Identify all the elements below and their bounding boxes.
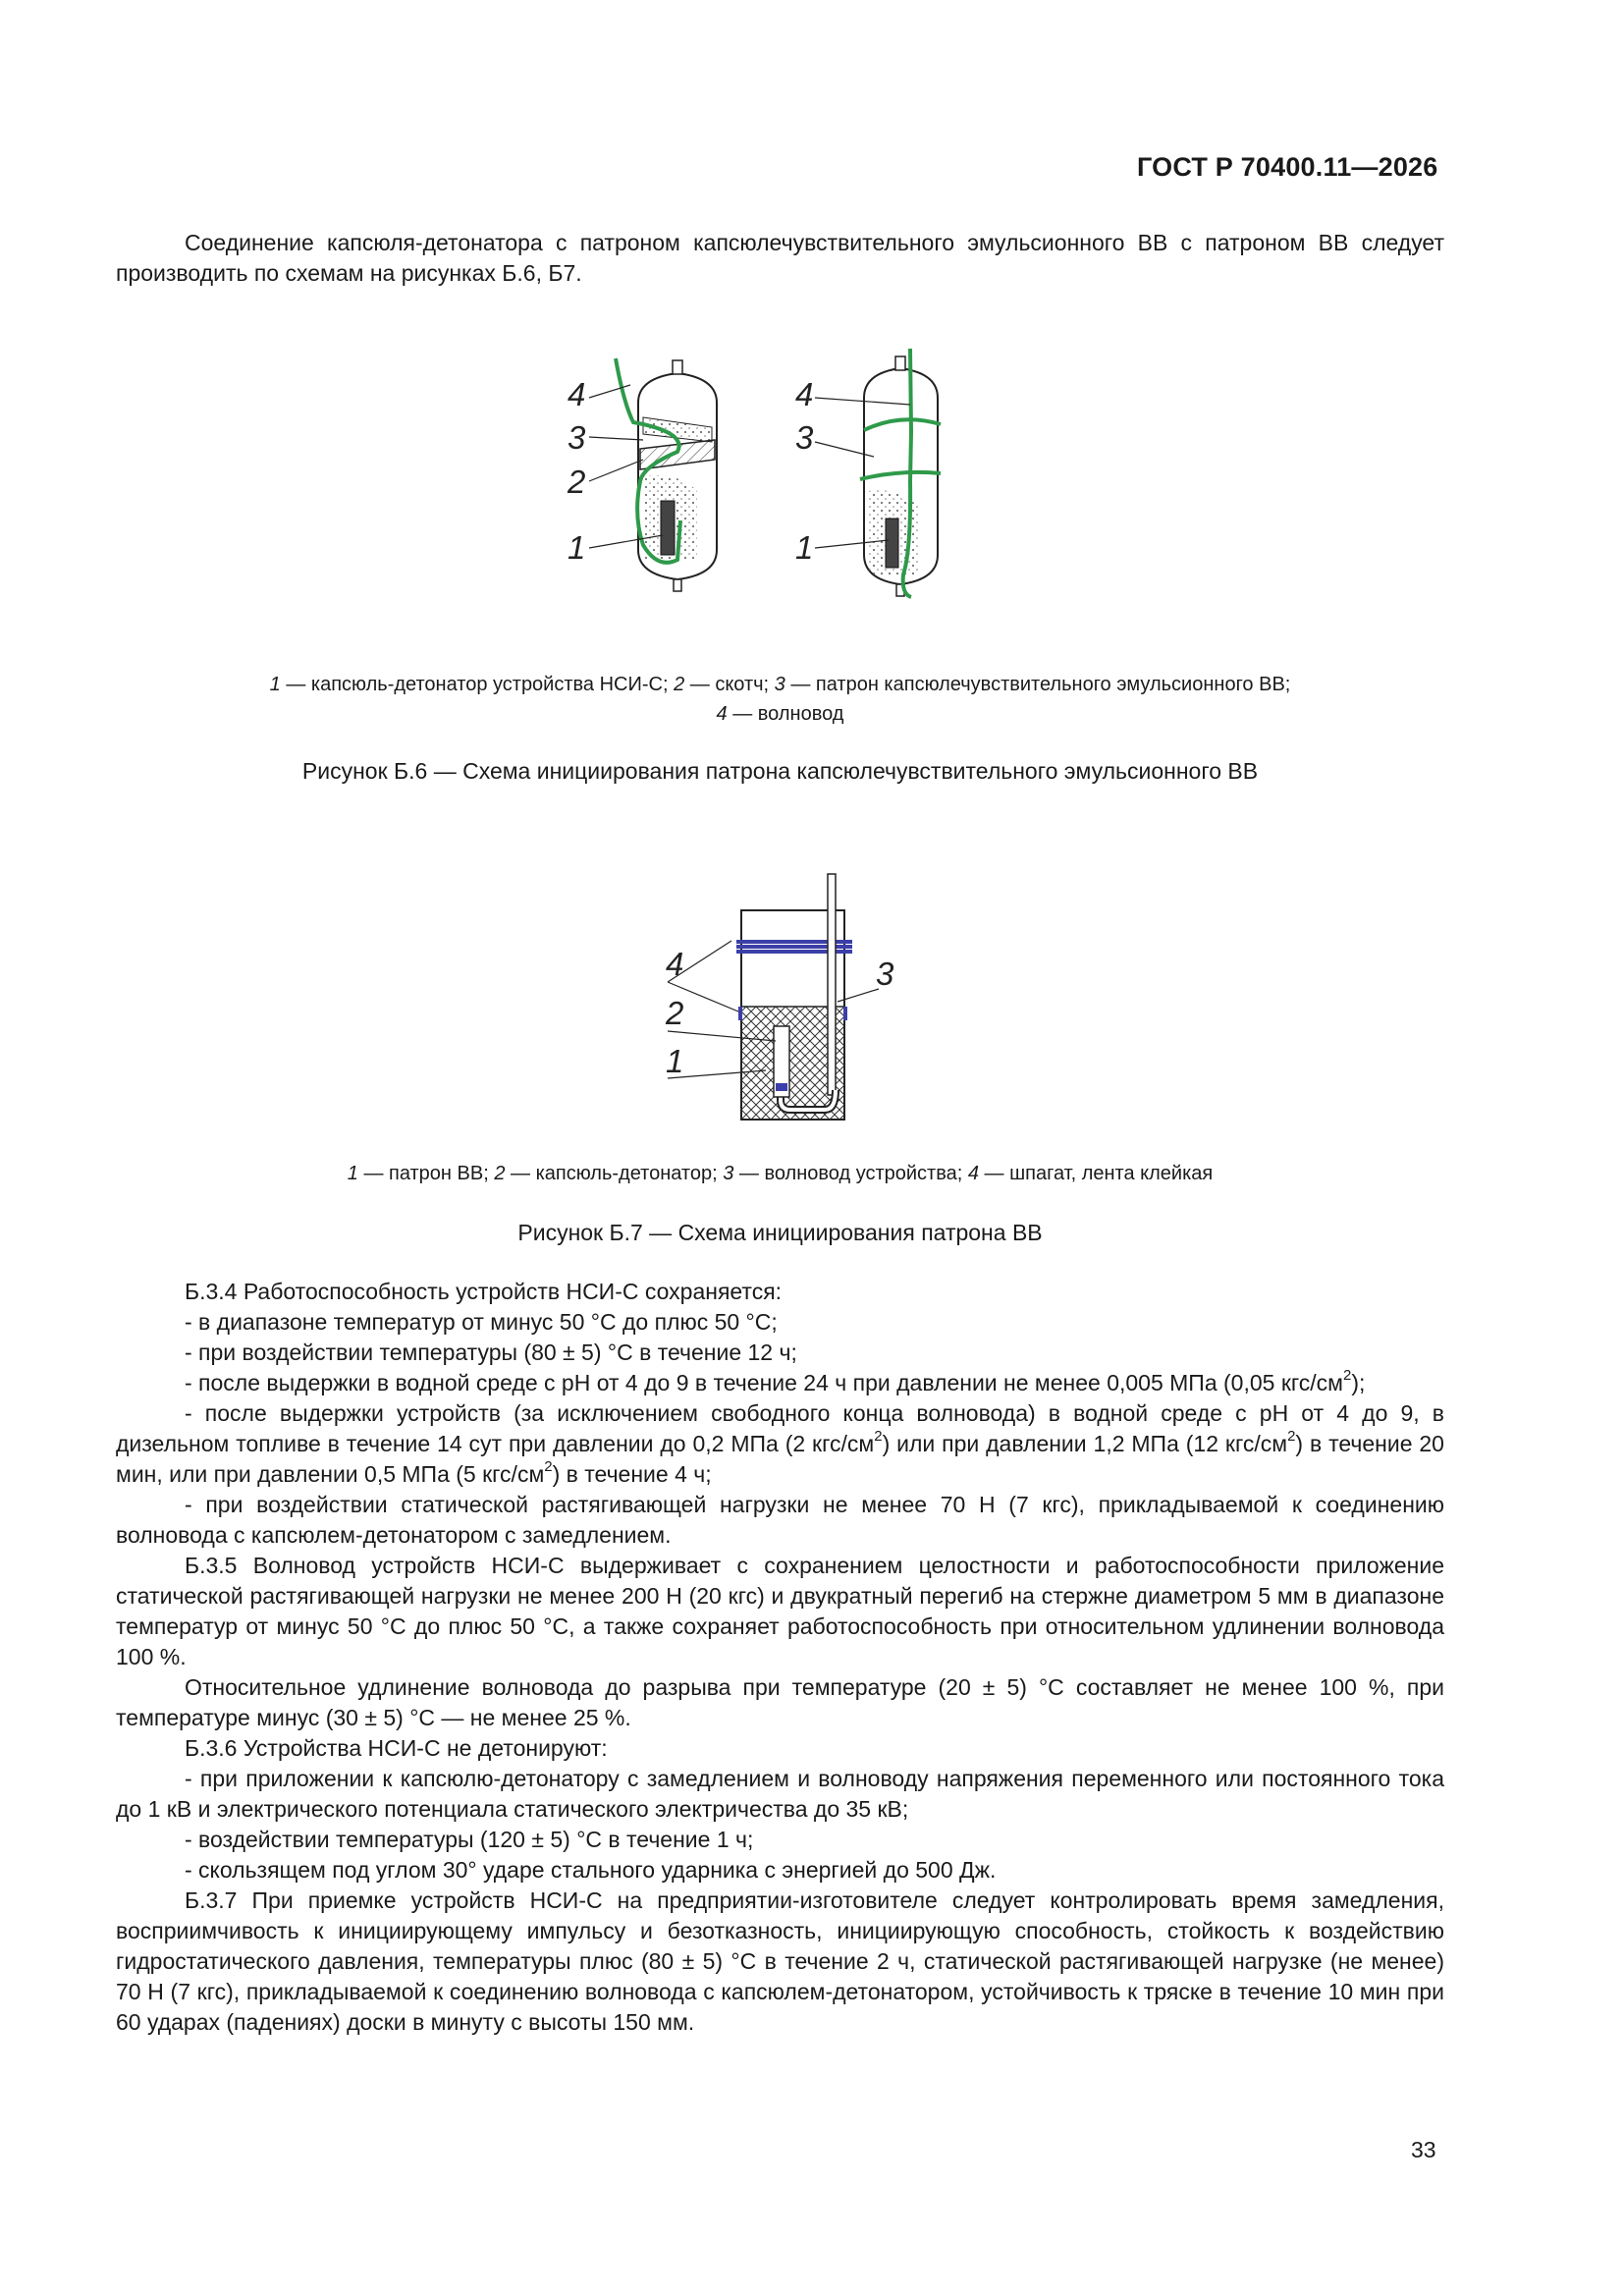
list-item: - после выдержки в водной среде с рН от 4 до 9 в течение 24 ч при давлении не менее 0,005 МПа (0,05 кгс/$см^2$); xyxy=(185,1367,1366,1395)
fig7-legend-line1: 1 — патрон ВВ; 2 — капсюль-детонатор; 3 — волновод устройства; 4 — шпагат, лента клейкая xyxy=(347,1163,1214,1184)
figure-b7-diagram xyxy=(648,869,962,1124)
list-item: - в диапазоне температур от минус 50 °С до плюс 50 °С; xyxy=(185,1309,778,1335)
document-code: ГОСТ Р 70400.11—2026 xyxy=(1137,152,1438,182)
fig6-label-1-right: 1 xyxy=(795,529,814,566)
fig6-label-1-left: 1 xyxy=(568,529,586,566)
figure-b6-caption: Рисунок Б.6 — Схема инициирования патрона капсюлечувствительного эмульсионного ВВ xyxy=(301,758,1259,784)
paragraph: Относительное удлинение волновода до разрыва при температуре (20 ± 5) °С составляет не менее 100 %, при температуре минус (30 ± 5) °С — не менее 25 %. xyxy=(116,1674,1444,1730)
page-number: 33 xyxy=(1411,2137,1436,2162)
para-b34: Б.3.4 Работоспособность устройств НСИ-С сохраняется: xyxy=(185,1279,783,1304)
fig6-label-3-left: 3 xyxy=(568,419,586,456)
para-b35: Б.3.5 Волновод устройств НСИ-С выдерживает с сохранением целостности и работоспособности приложение статической растягивающей нагрузки не менее 200 Н (20 кгс) и двукратный перегиб на стержне диаметром 5 мм в диапазоне температур от минус 50 °С до плюс 50 °С, а также сохраняет работоспособность при относительном удлинении волновода 100 %. xyxy=(116,1553,1444,1669)
figure-b6-legend xyxy=(116,670,1444,729)
intro-paragraph xyxy=(116,228,1444,289)
figure-b7-caption: Рисунок Б.7 — Схема инициирования патрона ВВ xyxy=(517,1220,1043,1245)
cartridge-left xyxy=(616,358,717,591)
fig6-legend-line1: 1 — капсюль-детонатор устройства НСИ-С; 2 — скотч; 3 — патрон капсюлечувствительного эмульсионного ВВ; xyxy=(269,674,1291,695)
fig6-legend-line2: 4 — волновод xyxy=(716,703,844,725)
list-item: - воздействии температуры (120 ± 5) °С в течение 1 ч; xyxy=(185,1827,754,1852)
body-text xyxy=(116,1277,1444,2038)
fig6-label-2-left: 2 xyxy=(568,464,586,500)
para-b37: Б.3.7 При приемке устройств НСИ-С на предприятии-изготовителе следует контролировать время замедления, восприимчивость к инициирующему импульсу и безотказность, инициирующую способность, стойкость к воздействию гидростатического давления, температуры плюс (80 ± 5) °С в течение 2 ч, статической растягивающей нагрузке (не менее) 70 Н (7 кгс), прикладываемой к соединению волновода с капсюлем-детонатором, устойчивость к тряске в течение 10 мин при 60 ударах (падениях) доски в минуту с высоты 150 мм. xyxy=(116,1887,1444,2035)
fig7-label-2: 2 xyxy=(666,995,684,1031)
list-item: - после выдержки устройств (за исключением свободного конца волновода) в водной среде с рН от 4 до 9, в дизельном топливе в течение 14 сут при давлении до 0,2 МПа (2 кгс/$см^2$) или при давлении 1,2 МПа (12 кгс/$см^2$) в течение 20 мин, или при давлении 0,5 МПа (5 кгс/$см^2$) в течение 4 ч; xyxy=(116,1400,1444,1487)
figure-b6-diagram xyxy=(550,344,982,609)
list-item: - скользящем под углом 30° ударе стального ударника с энергией до 500 Дж. xyxy=(185,1857,997,1883)
fig6-label-4-right: 4 xyxy=(795,376,814,412)
para-b36: Б.3.6 Устройства НСИ-С не детонируют: xyxy=(185,1735,608,1761)
list-item: - при воздействии температуры (80 ± 5) °С в течение 12 ч; xyxy=(185,1339,797,1365)
cartridge-right xyxy=(860,349,941,597)
fig7-label-3: 3 xyxy=(876,956,894,992)
intro-text: Соединение капсюля-детонатора с патроном капсюлечувствительного эмульсионного ВВ с патроном ВВ следует производить по схемам на рисунках Б.6, Б7. xyxy=(116,230,1444,286)
list-item: - при приложении к капсюлю-детонатору с замедлением и волноводу напряжения переменного или постоянного тока до 1 кВ и электрического потенциала статического электричества до 35 кВ; xyxy=(116,1766,1444,1822)
fig7-label-1: 1 xyxy=(666,1043,684,1079)
list-item: - при воздействии статической растягивающей нагрузки не менее 70 Н (7 кгс), прикладываемой к соединению волновода с капсюлем-детонатором с замедлением. xyxy=(116,1492,1444,1548)
fig7-label-4: 4 xyxy=(666,946,684,982)
figure-b7-legend xyxy=(116,1159,1444,1188)
fig6-label-3-right: 3 xyxy=(795,419,814,456)
fig6-label-4-left: 4 xyxy=(568,376,586,412)
